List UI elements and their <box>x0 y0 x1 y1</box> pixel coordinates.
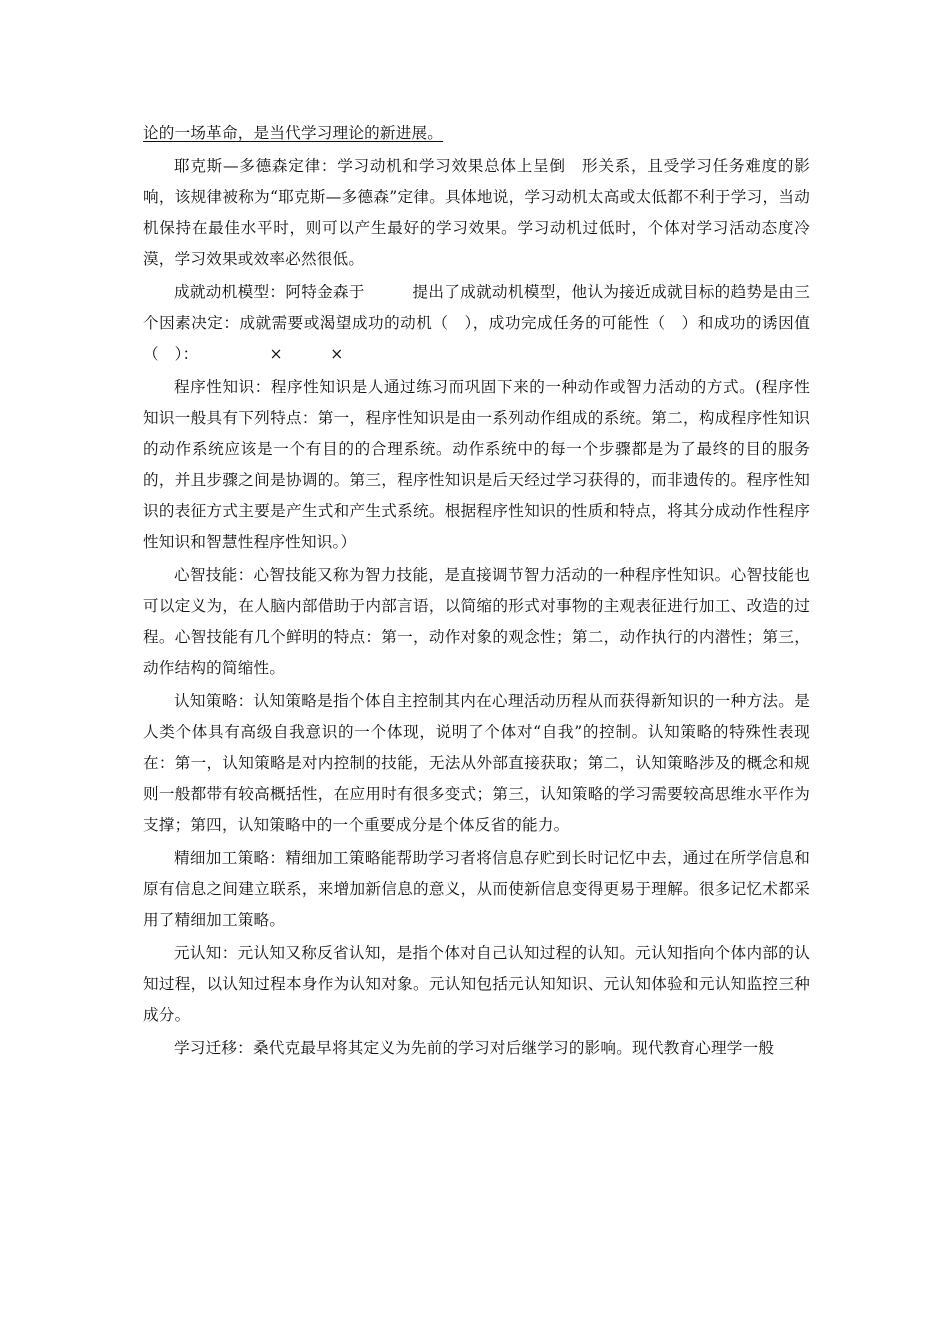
paragraph-learning-transfer: 学习迁移：桑代克最早将其定义为先前的学习对后继学习的影响。现代教育心理学一般 <box>174 1039 775 1057</box>
paragraph-yerkes-dodson-law: 耶克斯—多德森定律：学习动机和学习效果总体上呈倒 形关系，且受学习任务难度的影响，该规律被称为“耶克斯—多德森”定律。具体地说，学习动机太高或太低都不利于学习，当动机保持在最佳水平时，则可以产生最好的学习效果。学习动机过低时，个体对学习活动态度冷漠，学习效果或效率必然很低。 <box>143 157 810 268</box>
paragraph-mental-skills: 心智技能：心智技能又称为智力技能，是直接调节智力活动的一种程序性知识。心智技能也可以定义为，在人脑内部借助于内部言语，以简缩的形式对事物的主观表征进行加工、改造的过程。心智技能有几个鲜明的特点：第一，动作对象的观念性；第二，动作执行的内潜性；第三，动作结构的简缩性。 <box>143 566 810 677</box>
paragraph-metacognition: 元认知：元认知又称反省认知，是指个体对自己认知过程的认知。元认知指向个体内部的认知过程，以认知过程本身作为认知对象。元认知包括元认知知识、元认知体验和元认知监控三种成分。 <box>143 944 810 1024</box>
paragraph-procedural-knowledge: 程序性知识：程序性知识是人通过练习而巩固下来的一种动作或智力活动的方式。(程序性知识一般具有下列特点：第一，程序性知识是由一系列动作组成的系统。第二，构成程序性知识的动作系统应该是一个有目的的合理系统。动作系统中的每一个步骤都是为了最终的目的服务的，并且步骤之间是协调的。第三，程序性知识是后天经过学习获得的，而非遗传的。程序性知识的表征方式主要是产生式和产生式系统。根据程序性知识的性质和特点，将其分成动作性程序性知识和智慧性程序性知识。） <box>143 378 810 551</box>
paragraph-continuation: 论的一场革命，是当代学习理论的新进展。 <box>143 124 444 142</box>
paragraph-elaboration-strategy: 精细加工策略：精细加工策略能帮助学习者将信息存贮到长时记忆中去，通过在所学信息和原有信息之间建立联系，来增加新信息的意义，从而使新信息变得更易于理解。很多记忆术都采用了精细加工策略。 <box>143 849 810 929</box>
document-body <box>143 118 810 1066</box>
paragraph-cognitive-strategy: 认知策略：认知策略是指个体自主控制其内在心理活动历程从而获得新知识的一种方法。是人类个体具有高级自我意识的一个体现，说明了个体对“自我”的控制。认知策略的特殊性表现在：第一，认知策略是对内控制的技能，无法从外部直接获取；第二，认知策略涉及的概念和规则一般都带有较高概括性，在应用时有很多变式；第三，认知策略的学习需要较高思维水平作为支撑；第四，认知策略中的一个重要成分是个体反省的能力。 <box>143 692 810 834</box>
paragraph-achievement-motivation-model: 成就动机模型：阿特金森于 提出了成就动机模型，他认为接近成就目标的趋势是由三个因素决定：成就需要或渴望成功的动机（ ），成功完成任务的可能性（ ）和成功的诱因值（ ）： × × <box>143 283 810 363</box>
